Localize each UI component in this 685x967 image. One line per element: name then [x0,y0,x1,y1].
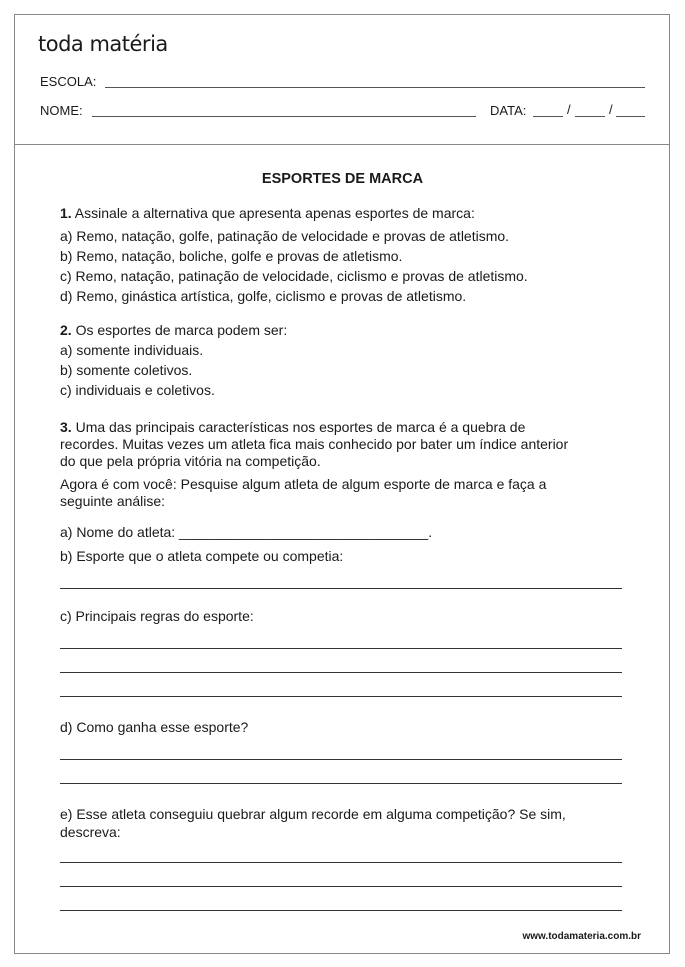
question-1 [60,205,475,222]
question-text: do que pela própria vitória na competição. [60,453,321,469]
school-field[interactable] [105,87,645,88]
option: a) Remo, natação, golfe, patinação de velocidade e provas de atletismo. [60,228,510,244]
answer-line[interactable] [60,886,622,887]
instruction-text: seguinte análise: [60,493,166,509]
page-title: ESPORTES DE MARCA [261,171,424,187]
option: b) Remo, natação, boliche, golfe e provas de atletismo. [60,248,403,264]
option: c) Remo, natação, patinação de velocidade, ciclismo e provas de atletismo. [60,268,528,284]
record-prompt: descreva: [60,824,121,840]
question-number: 1. [60,205,72,221]
how-to-win-prompt: d) Como ganha esse esporte? [60,719,249,735]
date-year-field[interactable] [616,116,645,117]
option: a) somente individuais. [60,342,204,358]
date-separator: / [567,102,571,117]
option: d) Remo, ginástica artística, golfe, ciclismo e provas de atletismo. [60,288,467,304]
question-3 [60,419,525,436]
record-prompt: e) Esse atleta conseguiu quebrar algum recorde em alguma competição? Se sim, [60,806,566,822]
answer-line[interactable] [60,588,622,589]
question-number: 2. [60,322,72,338]
question-text: recordes. Muitas vezes um atleta fica mais conhecido por bater um índice anterior [60,436,569,452]
option: c) individuais e coletivos. [60,382,215,398]
answer-line[interactable] [60,672,622,673]
rules-prompt: c) Principais regras do esporte: [60,608,254,624]
option: b) somente coletivos. [60,362,193,378]
header-divider [14,144,670,145]
answer-line[interactable] [60,910,622,911]
date-day-field[interactable] [533,116,563,117]
answer-line[interactable] [60,862,622,863]
instruction-text: Agora é com você: Pesquise algum atleta de algum esporte de marca e faça a [60,476,547,492]
name-field[interactable] [92,116,476,117]
name-label: NOME: [40,103,83,118]
sport-prompt: b) Esporte que o atleta compete ou competia: [60,548,344,564]
question-text: Uma das principais características nos esportes de marca é a quebra de [71,419,526,435]
logo: toda matéria [38,32,168,56]
athlete-name-prompt: a) Nome do atleta: ________________________________. [60,524,433,540]
website-footer: www.todamateria.com.br [522,931,641,942]
date-month-field[interactable] [575,116,605,117]
date-label: DATA: [490,103,527,118]
answer-line[interactable] [60,696,622,697]
answer-line[interactable] [60,648,622,649]
question-2 [60,322,287,339]
answer-line[interactable] [60,759,622,760]
question-number: 3. [60,419,72,435]
question-text: Assinale a alternativa que apresenta apenas esportes de marca: [71,205,475,221]
answer-line[interactable] [60,783,622,784]
question-text: Os esportes de marca podem ser: [71,322,288,338]
date-separator: / [609,102,613,117]
school-label: ESCOLA: [40,74,97,89]
